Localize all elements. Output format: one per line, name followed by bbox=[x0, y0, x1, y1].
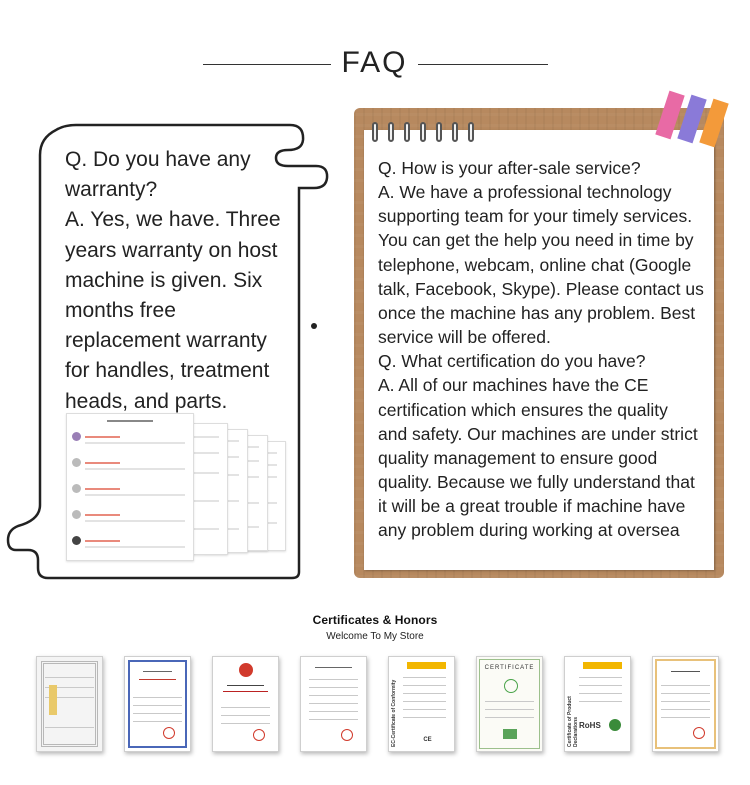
scroll-line: years warranty on host bbox=[65, 238, 278, 262]
certificate-image[interactable] bbox=[124, 656, 191, 752]
ring-icon bbox=[372, 122, 378, 142]
notebook-line: service will be offered. bbox=[378, 327, 551, 348]
notebook-line: certification which ensures the quality bbox=[378, 399, 668, 420]
notebook-line: once the machine has any problem. Best bbox=[378, 302, 696, 323]
certificate-image[interactable] bbox=[564, 656, 631, 752]
notebook-line: talk, Facebook, Skype). Please contact us bbox=[378, 278, 704, 299]
notebook-line: You can get the help you need in time by bbox=[378, 230, 694, 251]
certificate-image[interactable] bbox=[212, 656, 279, 752]
ring-icon bbox=[452, 122, 458, 142]
faq-divider-left bbox=[203, 64, 331, 65]
faq-header bbox=[0, 44, 750, 84]
notebook-line: Q. How is your after-sale service? bbox=[378, 158, 641, 178]
ring-icon bbox=[468, 122, 474, 142]
ring-icon bbox=[388, 122, 394, 142]
certificate-image[interactable] bbox=[36, 656, 103, 752]
certificate-image[interactable] bbox=[476, 656, 543, 752]
certificate-heading: CERTIFICATE bbox=[484, 665, 535, 671]
after-sale-notebook bbox=[354, 108, 724, 578]
scroll-line: heads, and parts. bbox=[65, 389, 228, 413]
notebook-line: quality. Because we fully understand that bbox=[378, 472, 695, 493]
notebook-line: telephone, webcam, online chat (Google bbox=[378, 254, 692, 275]
scroll-line: replacement warranty bbox=[65, 329, 267, 353]
scroll-line: machine is given. Six bbox=[65, 268, 263, 292]
ring-icon bbox=[436, 122, 442, 142]
notebook-line: any problem during working at oversea bbox=[378, 520, 680, 541]
notebook-line: Q. What certification do you have? bbox=[378, 351, 646, 372]
notebook-line: and safety. Our machines are under strict bbox=[378, 423, 698, 444]
notebook-tabs bbox=[654, 90, 734, 138]
rohs-mark: RoHS bbox=[579, 721, 601, 730]
certificate-vertical-text: Certificate of Product Declarations bbox=[567, 696, 579, 747]
notebook-line: A. All of our machines have the CE bbox=[378, 375, 649, 396]
scroll-line: A. Yes, we have. Three bbox=[65, 208, 281, 232]
faq-title: FAQ bbox=[341, 46, 408, 79]
scroll-faq-text bbox=[65, 145, 297, 417]
scroll-line: months free bbox=[65, 299, 176, 323]
ring-icon bbox=[404, 122, 410, 142]
ring-icon bbox=[420, 122, 426, 142]
certificates-header bbox=[0, 613, 750, 642]
certificates-gallery bbox=[36, 652, 716, 752]
document-page bbox=[66, 413, 194, 561]
notebook-line: supporting team for your timely services. bbox=[378, 206, 693, 227]
certificate-image[interactable]: EC-Certificate of Conformity CE bbox=[388, 656, 455, 752]
notebook-line: it will be a great trouble if machine have bbox=[378, 496, 686, 517]
faq-divider-right bbox=[418, 64, 548, 65]
bullet-dot bbox=[311, 323, 317, 329]
certificate-image[interactable] bbox=[300, 656, 367, 752]
notebook-spiral-rings bbox=[372, 122, 482, 146]
notebook-line: A. We have a professional technology bbox=[378, 182, 672, 203]
certificate-image[interactable] bbox=[652, 656, 719, 752]
notebook-faq-text bbox=[378, 156, 718, 543]
warranty-scroll bbox=[6, 120, 330, 582]
scroll-line: warranty? bbox=[65, 178, 158, 202]
notebook-line: quality management to ensure good bbox=[378, 447, 658, 468]
scroll-line: Q. Do you have any bbox=[65, 148, 251, 171]
certificate-vertical-text: EC-Certificate of Conformity bbox=[391, 679, 397, 747]
scroll-line: for handles, treatment bbox=[65, 359, 270, 383]
certificates-title: Certificates & Honors bbox=[312, 613, 438, 627]
warranty-documents-illustration bbox=[66, 413, 291, 573]
certificates-subtitle: Welcome To My Store bbox=[326, 631, 424, 642]
